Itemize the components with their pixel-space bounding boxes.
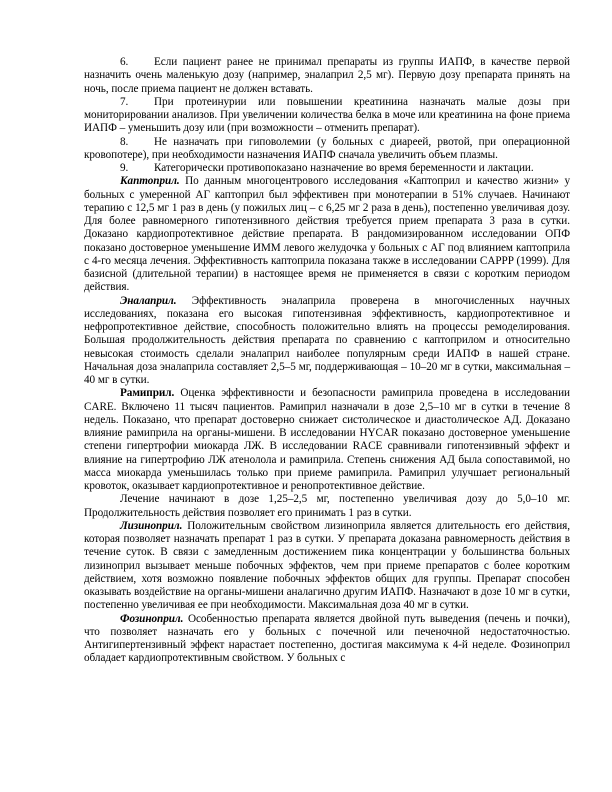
list-item-text: При протеинурии или повышении креатинина назначать малые дозы при мониторировании анализов. При увеличении количества белка в моче или креатинина на фоне приема ИАПФ – уменьшить дозу или (при возможности – отменить препарат).	[84, 95, 570, 135]
paragraph-ramipril-dosage	[84, 493, 570, 520]
drug-heading: Рамиприл.	[120, 387, 175, 400]
list-item-7	[84, 96, 570, 136]
drug-heading: Фозиноприл.	[120, 612, 184, 625]
list-item-6	[84, 56, 570, 96]
list-item-text: Категорически противопоказано назначение во время беременности и лактации.	[154, 162, 534, 174]
list-number: 9.	[120, 162, 129, 174]
paragraph-fosinopril	[84, 613, 570, 666]
paragraph-enalapril	[84, 295, 570, 388]
list-number: 6.	[120, 56, 129, 68]
list-number: 7.	[120, 95, 129, 108]
document-page	[84, 56, 570, 666]
paragraph-text: Эффективность эналаприла проверена в многочисленных научных исследованиях, показана его высокая гипотензивная эффективность, кардиопротективное и нефропротективное действие, способность положительно влиять на процессы ремоделирования. Большая продолжительность действия препарата по сравнению с каптоприлом и относительно невысокая стоимость сделали эналаприл наиболее популярным среди ИАПФ в нашей стране. Начальная доза эналаприла составляет 2,5–5 мг, поддерживающая – 10–20 мг в сутки, максимальная – 40 мг в сутки.	[84, 294, 570, 386]
list-item-9	[84, 162, 570, 175]
list-item-text: Если пациент ранее не принимал препараты из группы ИАПФ, в качестве первой назначить очень маленькую дозу (например, эналаприл 2,5 мг). Первую дозу препарата принять на ночь, после приема пациент не должен вставать.	[84, 56, 570, 95]
paragraph-text: Оценка эффективности и безопасности рамиприла проведена в исследовании CARE. Включено 11 тысяч пациентов. Рамиприл назначали в дозе 2,5–10 мг в сутки в течение 8 недель. Показано, что препарат достоверно снижает систолическое и диастолическое АД. Доказано влияние рамиприла на органы-мишени. В исследовании HYCAR показано достоверное уменьшение степени гипертрофии миокарда ЛЖ. В исследовании RACE сравнивали гипотензивный эффект и влияние на гипертрофию ЛЖ атенолола и рамиприла. Степень снижения АД была сопоставимой, но масса миокарда уменьшилась только при приеме рамиприла. Рамиприл улучшает региональный кровоток, оказывает кардиопротективное и ренопротективное действие.	[84, 387, 570, 492]
paragraph-lisinopril	[84, 520, 570, 613]
paragraph-captopril	[84, 175, 570, 294]
paragraph-ramipril	[84, 387, 570, 493]
drug-heading: Лизиноприл.	[120, 519, 183, 532]
paragraph-text: Положительным свойством лизиноприла является длительность его действия, которая позволяет назначать препарат 1 раз в сутки. У препарата доказана равномерность действия в течение суток. В связи с замедленным достижением пика концентрации у большинства больных лизиноприл вызывает меньше побочных эффектов, чем при приеме препаратов с более коротким действием, хотя возможно появление побочных эффектов общих для группы. Препарат способен оказывать воздействие на органы-мишени аналагично другим ИАПФ. Назначают в дозе 10 мг в сутки, постепенно увеличивая ее при необходимости. Максимальная доза 40 мг в сутки.	[84, 519, 570, 612]
list-item-text: Не назначать при гиповолемии (у больных с диареей, рвотой, при операционной кровопотере), при необходимости назначения ИАПФ сначала увеличить объем плазмы.	[84, 135, 570, 161]
paragraph-text: По данным многоцентрового исследования «Каптоприл и качество жизни» у больных с умеренной АГ каптоприл был эффективен при монотерапии в 51% случаев. Начинают терапию с 12,5 мг 1 раз в день (у пожилых лиц – с 6,25 мг 2 раза в день), постепенно увеличивая дозу. Для более равномерного гипотензивного действия требуется прием препарата 3 раза в сутки. Доказано кардиопротективное действие препарата. В рандомизированном исследовании ОПФ показано достоверное уменьшение ИММ левого желудочка у больных с АГ под влиянием каптоприла с 4-го месяца лечения. Эффективность каптоприла показана также в исследовании CAPPP (1999). Для базисной (длительной терапии) в настоящее время не применяется в связи с коротким периодом действия.	[84, 175, 570, 294]
drug-heading: Каптоприл.	[120, 175, 180, 188]
list-number: 8.	[120, 135, 129, 148]
paragraph-text: Особенностью препарата является двойной путь выведения (печень и почки), что позволяет назначать его у больных с почечной или печеночной недостаточностью. Антигипертензивный эффект нарастает постепенно, достигая максимума к 4-й неделе. Фозиноприл обладает кардиопротективным свойством. У больных с	[84, 612, 570, 665]
drug-heading: Эналаприл.	[120, 294, 177, 307]
list-item-8	[84, 136, 570, 163]
paragraph-text: Лечение начинают в дозе 1,25–2,5 мг, постепенно увеличивая дозу до 5,0–10 мг. Продолжительность действия позволяет его принимать 1 раз в сутки.	[84, 493, 570, 519]
